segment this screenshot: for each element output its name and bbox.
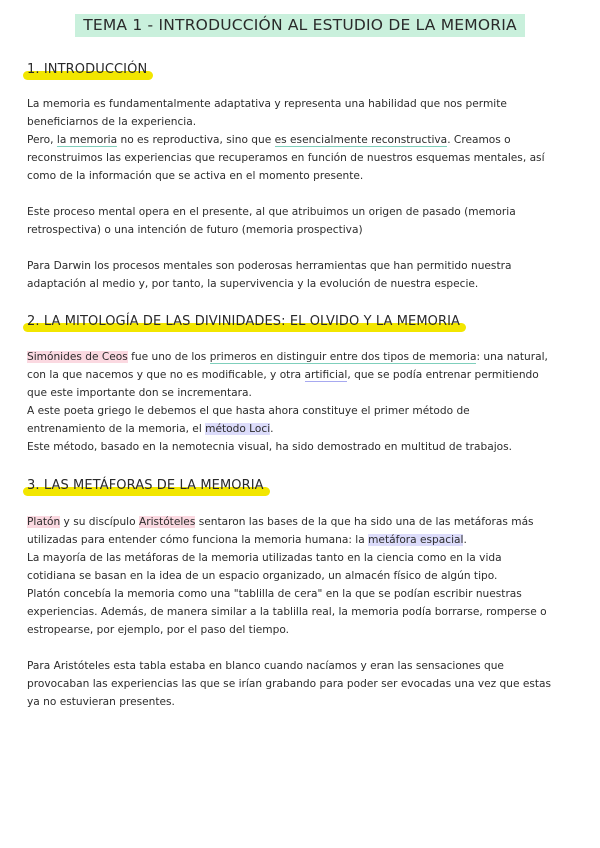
text-line: estropearse, por ejemplo, por el paso del tiempo. <box>27 624 289 636</box>
text-line: Este proceso mental opera en el presente, al que atribuimos un origen de pasado (memoria <box>27 206 516 218</box>
text-line: Para Aristóteles esta tabla estaba en blanco cuando nacíamos y eran las sensaciones que <box>27 660 504 672</box>
highlighted-term: Aristóteles <box>138 516 196 528</box>
paragraph <box>27 348 575 456</box>
text-line: ya no estuvieran presentes. <box>27 696 175 708</box>
text-span: fue uno de los <box>127 351 210 363</box>
text-line: que este importante don se incrementara. <box>27 387 252 399</box>
text-line: Platón concebía la memoria como una "tablilla de cera" en la que se podían escribir nuestras <box>27 588 522 600</box>
text-line: provocaban las experiencias las que se irían grabando para poder ser evocadas una vez que estas <box>27 678 552 690</box>
underlined-term: es esencialmente reconstructiva <box>274 134 448 146</box>
text-line: retrospectiva) o una intención de futuro (memoria prospectiva) <box>27 224 363 236</box>
section-heading-metaforas <box>27 478 264 493</box>
text-span: sentaron las bases de la que ha sido una de las metáforas más <box>195 516 534 528</box>
section-heading-text: 1. INTRODUCCIÓN <box>27 62 148 77</box>
text-line: A este poeta griego le debemos el que hasta ahora constituye el primer método de <box>27 405 470 417</box>
text-span: . Creamos o <box>447 134 511 146</box>
section-heading-mitologia <box>27 314 460 329</box>
text-span: con la que nacemos y que no es modificable, y otra <box>27 369 305 381</box>
paragraph <box>27 257 575 293</box>
paragraph <box>27 657 575 711</box>
text-line: adaptación al medio y, por tanto, la supervivencia y la evolución de nuestra especie. <box>27 278 479 290</box>
section-heading-text: 2. LA MITOLOGÍA DE LAS DIVINIDADES: EL OLVIDO Y LA MEMORIA <box>27 314 461 329</box>
highlighted-term: metáfora espacial <box>368 534 464 546</box>
text-line <box>27 420 575 438</box>
underlined-term: primeros en distinguir entre dos tipos de memoria <box>209 351 477 363</box>
text-span: y su discípulo <box>60 516 139 528</box>
text-span: entrenamiento de la memoria, el <box>27 423 206 435</box>
text-line: como de la información que se activa en el momento presente. <box>27 170 364 182</box>
paragraph <box>27 513 575 639</box>
text-span: , que se podía entrenar permitiendo <box>347 369 539 381</box>
title-container <box>0 14 600 37</box>
section-heading-introduccion <box>27 62 147 77</box>
highlighted-term: Platón <box>27 516 61 528</box>
text-line <box>27 531 575 549</box>
text-span: Pero, <box>27 134 57 146</box>
text-line: La mayoría de las metáforas de la memoria utilizadas tanto en la ciencia como en la vida <box>27 552 502 564</box>
text-line <box>27 366 575 384</box>
underlined-term: la memoria <box>56 134 118 146</box>
highlighted-term: Simónides de Ceos <box>27 351 128 363</box>
text-line <box>27 131 575 149</box>
underlined-term: artificial <box>304 369 348 381</box>
highlighted-term: método Loci <box>205 423 271 435</box>
text-span: utilizadas para entender cómo funciona la memoria humana: la <box>27 534 369 546</box>
text-line: Este método, basado en la nemotecnia visual, ha sido demostrado en multitud de trabajos. <box>27 441 513 453</box>
text-span: no es reproductiva, sino que <box>117 134 275 146</box>
text-span: . <box>463 534 467 546</box>
text-line <box>27 513 575 531</box>
paragraph <box>27 95 575 185</box>
text-line: reconstruimos las experiencias que recuperamos en función de nuestros esquemas mentales, así <box>27 152 545 164</box>
text-line: La memoria es fundamentalmente adaptativa y representa una habilidad que nos permite <box>27 98 507 110</box>
text-span: : una natural, <box>476 351 548 363</box>
text-line <box>27 348 575 366</box>
text-line: Para Darwin los procesos mentales son poderosas herramientas que han permitido nuestra <box>27 260 512 272</box>
text-line: beneficiarnos de la experiencia. <box>27 116 197 128</box>
page-title: TEMA 1 - INTRODUCCIÓN AL ESTUDIO DE LA MEMORIA <box>75 14 525 37</box>
text-line: cotidiana se basan en la idea de un espacio organizado, un almacén físico de algún tipo. <box>27 570 498 582</box>
section-heading-text: 3. LAS METÁFORAS DE LA MEMORIA <box>27 478 264 493</box>
text-span: . <box>270 423 274 435</box>
paragraph <box>27 203 575 239</box>
text-line: experiencias. Además, de manera similar a la tablilla real, la memoria podía borrarse, romperse o <box>27 606 547 618</box>
